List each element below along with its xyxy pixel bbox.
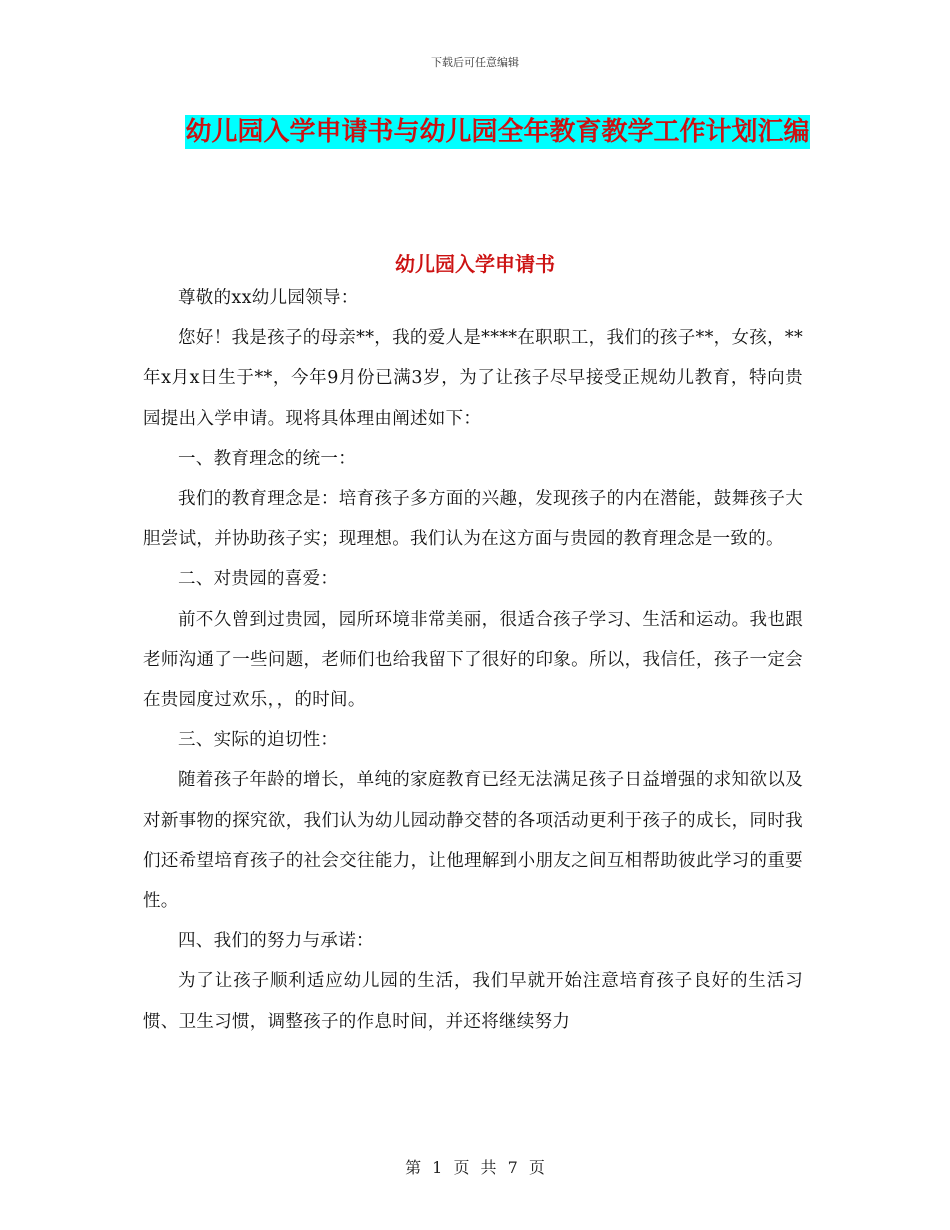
- page-header-note: 下载后可任意编辑: [431, 56, 519, 69]
- paragraph: 前不久曾到过贵园，园所环境非常美丽，很适合孩子学习、生活和运动。我也跟老师沟通了一些问题，老师们也给我留下了很好的印象。所以，我信任，孩子一定会在贵园度过欢乐，，的时间。: [143, 609, 803, 711]
- paragraph: 为了让孩子顺利适应幼儿园的生活，我们早就开始注意培育孩子良好的生活习惯、卫生习惯，调整孩子的作息时间，并还将继续努力: [143, 971, 803, 1032]
- paragraph: 三、实际的迫切性：: [178, 730, 339, 751]
- paragraph: 二、对贵园的喜爱：: [178, 569, 339, 590]
- document-title-text: 幼儿园入学申请书与幼儿园全年教育教学工作计划汇编: [185, 117, 810, 147]
- paragraph: 四、我们的努力与承诺：: [178, 931, 374, 952]
- paragraph: 我们的教育理念是：培育孩子多方面的兴趣，发现孩子的内在潜能，鼓舞孩子大胆尝试，并协助孩子实；现理想。我们认为在这方面与贵园的教育理念是一致的。: [143, 489, 803, 550]
- document-title: [185, 109, 810, 155]
- page-number-footer: 第 1 页 共 7 页: [405, 1158, 545, 1177]
- paragraph: 尊敬的xx幼儿园领导：: [178, 288, 359, 308]
- paragraph: 随着孩子年龄的增长，单纯的家庭教育已经无法满足孩子日益增强的求知欲以及对新事物的探究欲，我们认为幼儿园动静交替的各项活动更利于孩子的成长，同时我们还希望培育孩子的社会交往能力，让他理解到小朋友之间互相帮助彼此学习的重要性。: [143, 770, 803, 912]
- paragraph: 您好！我是孩子的母亲**，我的爱人是****在职职工，我们的孩子**，女孩，**年x月x日生于**，今年9月份已满3岁，为了让孩子尽早接受正规幼儿教育，特向贵园提出入学申请。现将具体理由阐述如下：: [143, 328, 803, 429]
- section-title: 幼儿园入学申请书: [395, 252, 555, 276]
- document-body: [143, 278, 803, 1042]
- paragraph: 一、教育理念的统一：: [178, 448, 356, 469]
